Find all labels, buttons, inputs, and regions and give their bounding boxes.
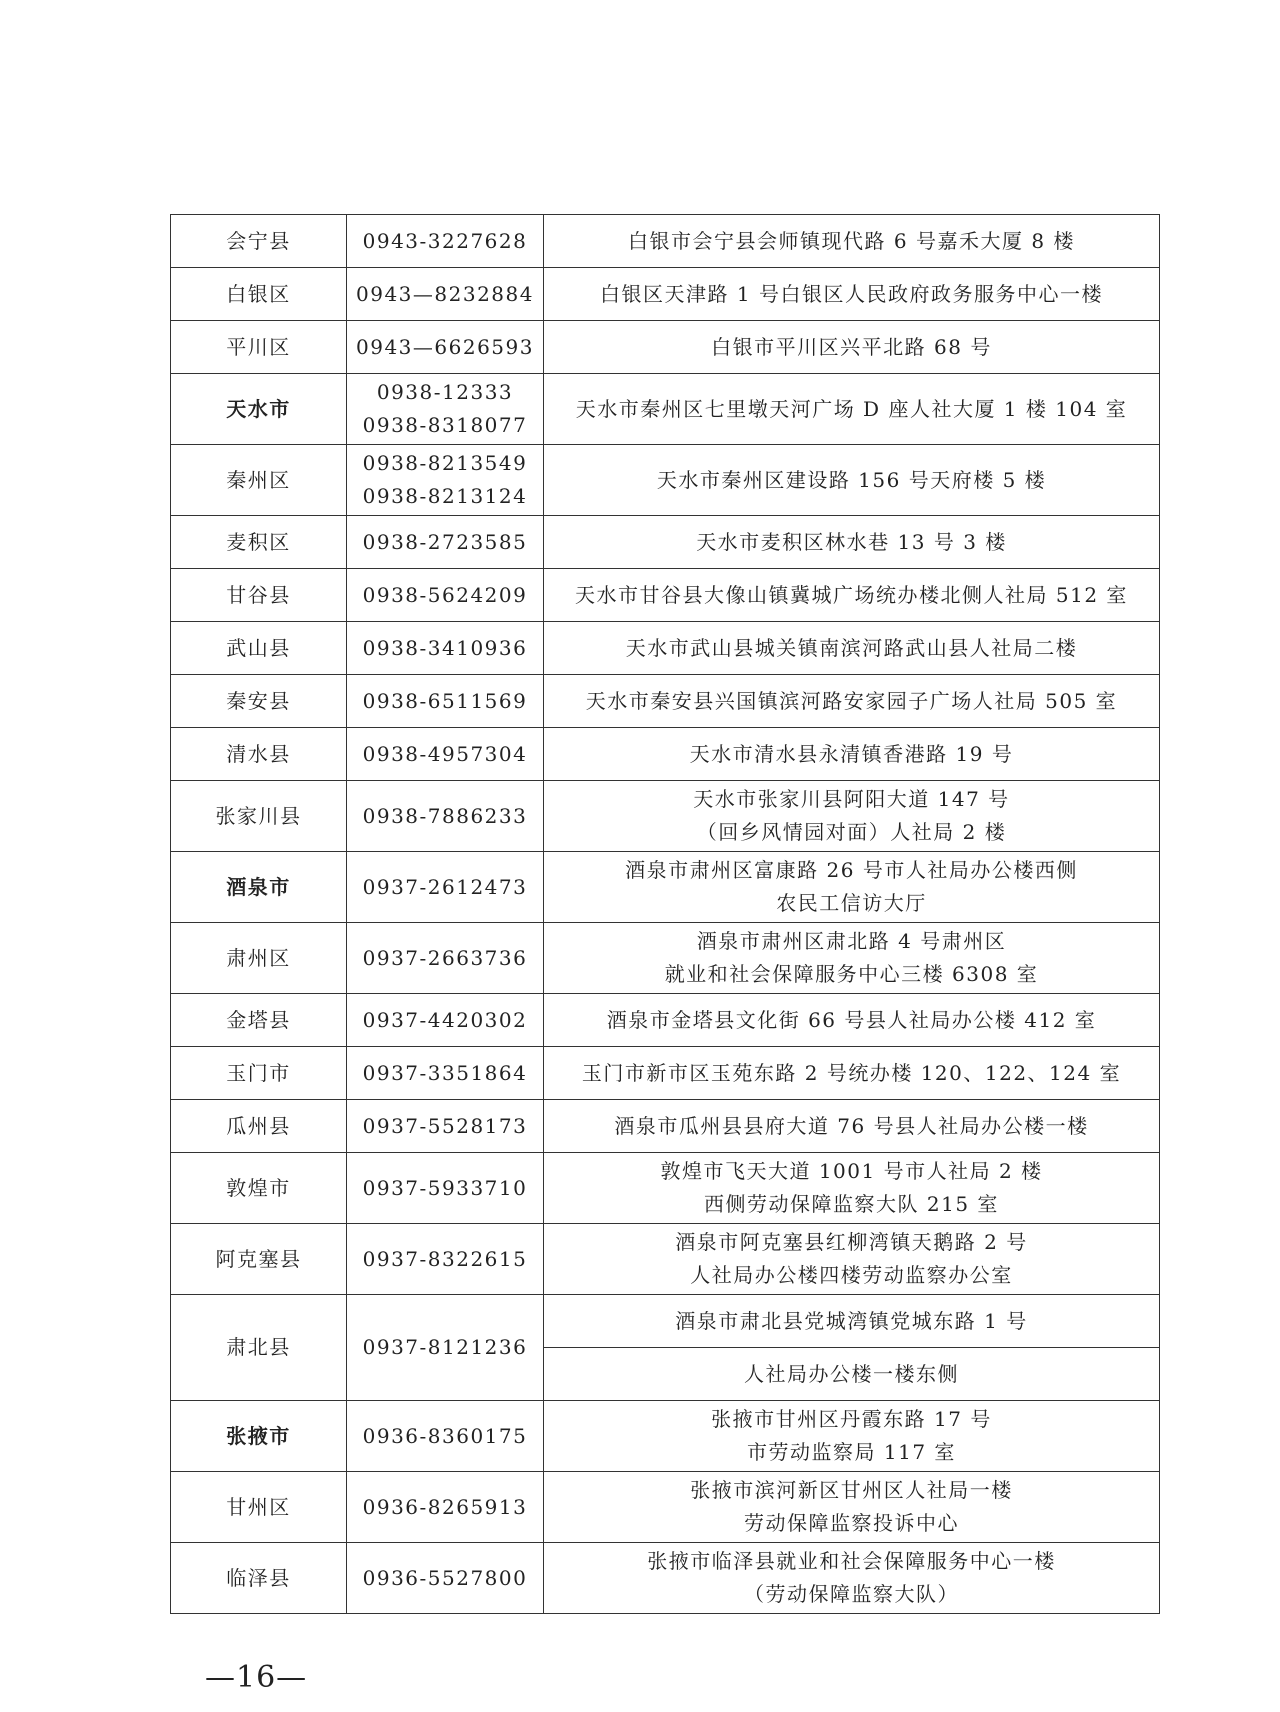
phone-number: 0937-2612473 bbox=[362, 874, 528, 899]
address-line: 白银市平川区兴平北路 68 号 bbox=[711, 334, 992, 359]
table-row bbox=[171, 1224, 1160, 1295]
address-cell bbox=[544, 1224, 1160, 1295]
phone-number: 0938-6511569 bbox=[362, 688, 528, 713]
address-line: 天水市秦州区七里墩天河广场 D 座人社大厦 1 楼 104 室 bbox=[575, 396, 1128, 421]
phone-cell bbox=[347, 781, 544, 852]
address-line: 张掖市临泽县就业和社会保障服务中心一楼 bbox=[647, 1549, 1056, 1573]
address-line: 天水市秦安县兴国镇滨河路安家园子广场人社局 505 室 bbox=[585, 688, 1118, 713]
address-cell bbox=[544, 1472, 1160, 1543]
address-cell bbox=[544, 994, 1160, 1047]
phone-cell bbox=[347, 268, 544, 321]
phone-number: 0937-3351864 bbox=[362, 1060, 528, 1085]
table-row bbox=[171, 268, 1160, 321]
region-name-cell: 秦州区 bbox=[171, 445, 347, 516]
address-cell bbox=[544, 569, 1160, 622]
phone-cell bbox=[347, 445, 544, 516]
phone-cell bbox=[347, 852, 544, 923]
phone-cell bbox=[347, 1153, 544, 1224]
region-name-cell: 肃北县 bbox=[171, 1295, 347, 1401]
address-cell bbox=[544, 728, 1160, 781]
phone-number: 0938-3410936 bbox=[362, 635, 528, 660]
phone-number: 0938-8318077 bbox=[362, 413, 528, 437]
table-row bbox=[171, 215, 1160, 268]
contact-table-body bbox=[171, 215, 1160, 1614]
phone-number: 0943—8232884 bbox=[356, 281, 534, 306]
region-name-cell: 清水县 bbox=[171, 728, 347, 781]
address-cell bbox=[544, 1100, 1160, 1153]
phone-cell bbox=[347, 1100, 544, 1153]
phone-number: 0938-12333 bbox=[376, 380, 514, 404]
region-name-cell: 敦煌市 bbox=[171, 1153, 347, 1224]
phone-number: 0937-4420302 bbox=[362, 1007, 528, 1032]
address-line: 天水市张家川县阿阳大道 147 号 bbox=[693, 787, 1010, 811]
address-line: 酒泉市肃州区富康路 26 号市人社局办公楼西侧 bbox=[625, 858, 1078, 882]
address-line: 天水市甘谷县大像山镇冀城广场统办楼北侧人社局 512 室 bbox=[575, 582, 1128, 607]
phone-cell bbox=[347, 1472, 544, 1543]
region-name-cell: 麦积区 bbox=[171, 516, 347, 569]
region-name-cell: 甘谷县 bbox=[171, 569, 347, 622]
address-cell bbox=[544, 374, 1160, 445]
address-line: 天水市武山县城关镇南滨河路武山县人社局二楼 bbox=[625, 635, 1078, 660]
address-line: 天水市清水县永清镇香港路 19 号 bbox=[689, 741, 1014, 766]
phone-cell bbox=[347, 215, 544, 268]
address-line: 酒泉市瓜州县县府大道 76 号县人社局办公楼一楼 bbox=[614, 1113, 1089, 1138]
phone-number: 0937-5528173 bbox=[362, 1113, 528, 1138]
address-cell: 酒泉市肃北县党城湾镇党城东路 1 号 bbox=[544, 1295, 1160, 1348]
address-line: 西侧劳动保障监察大队 215 室 bbox=[704, 1192, 999, 1216]
table-row bbox=[171, 994, 1160, 1047]
address-cell bbox=[544, 268, 1160, 321]
phone-number: 0938-8213549 bbox=[362, 451, 528, 475]
address-cell bbox=[544, 516, 1160, 569]
address-line: 白银区天津路 1 号白银区人民政府政务服务中心一楼 bbox=[600, 281, 1103, 306]
region-name-cell: 武山县 bbox=[171, 622, 347, 675]
table-row bbox=[171, 445, 1160, 516]
table-row bbox=[171, 781, 1160, 852]
contact-table bbox=[170, 214, 1160, 1614]
region-name-cell: 白银区 bbox=[171, 268, 347, 321]
region-name-cell: 平川区 bbox=[171, 321, 347, 374]
address-line: 敦煌市飞天大道 1001 号市人社局 2 楼 bbox=[660, 1159, 1043, 1183]
phone-number: 0938-2723585 bbox=[362, 529, 528, 554]
address-cell bbox=[544, 215, 1160, 268]
phone-number: 0938-8213124 bbox=[362, 484, 528, 508]
region-name-cell: 临泽县 bbox=[171, 1543, 347, 1614]
address-cell bbox=[544, 675, 1160, 728]
address-line: 酒泉市肃州区肃北路 4 号肃州区 bbox=[696, 929, 1007, 953]
phone-cell bbox=[347, 994, 544, 1047]
phone-cell bbox=[347, 1295, 544, 1401]
address-line: 人社局办公楼四楼劳动监察办公室 bbox=[690, 1263, 1013, 1287]
table-row bbox=[171, 1401, 1160, 1472]
address-line: 玉门市新市区玉苑东路 2 号统办楼 120、122、124 室 bbox=[581, 1060, 1122, 1085]
phone-cell bbox=[347, 1401, 544, 1472]
table-row bbox=[171, 374, 1160, 445]
table-row bbox=[171, 516, 1160, 569]
region-name-cell: 玉门市 bbox=[171, 1047, 347, 1100]
address-cell: 人社局办公楼一楼东侧 bbox=[544, 1348, 1160, 1401]
region-name-cell: 张家川县 bbox=[171, 781, 347, 852]
phone-cell bbox=[347, 923, 544, 994]
phone-cell bbox=[347, 622, 544, 675]
table-row bbox=[171, 1543, 1160, 1614]
address-line: （劳动保障监察大队） bbox=[744, 1582, 959, 1606]
region-name-cell: 阿克塞县 bbox=[171, 1224, 347, 1295]
phone-number: 0937-8121236 bbox=[362, 1335, 528, 1359]
phone-number: 0937-5933710 bbox=[362, 1175, 528, 1200]
address-line: （回乡风情园对面）人社局 2 楼 bbox=[696, 820, 1007, 844]
phone-cell bbox=[347, 728, 544, 781]
phone-number: 0938-4957304 bbox=[362, 741, 528, 766]
address-line: 市劳动监察局 117 室 bbox=[747, 1440, 956, 1464]
phone-number: 0936-8265913 bbox=[362, 1494, 528, 1519]
address-cell bbox=[544, 781, 1160, 852]
phone-cell bbox=[347, 1543, 544, 1614]
address-cell bbox=[544, 923, 1160, 994]
address-cell bbox=[544, 445, 1160, 516]
region-name-cell: 甘州区 bbox=[171, 1472, 347, 1543]
phone-number: 0938-5624209 bbox=[362, 582, 528, 607]
address-cell bbox=[544, 852, 1160, 923]
table-row bbox=[171, 923, 1160, 994]
region-name-cell: 张掖市 bbox=[171, 1401, 347, 1472]
region-name-cell: 会宁县 bbox=[171, 215, 347, 268]
table-row bbox=[171, 321, 1160, 374]
table-row bbox=[171, 675, 1160, 728]
region-name-cell: 酒泉市 bbox=[171, 852, 347, 923]
address-line: 农民工信访大厅 bbox=[776, 891, 927, 915]
address-line: 白银市会宁县会师镇现代路 6 号嘉禾大厦 8 楼 bbox=[628, 228, 1075, 253]
phone-number: 0936-8360175 bbox=[362, 1423, 528, 1448]
phone-cell bbox=[347, 569, 544, 622]
table-row bbox=[171, 1472, 1160, 1543]
address-line: 张掖市甘州区丹霞东路 17 号 bbox=[711, 1407, 992, 1431]
address-cell bbox=[544, 1543, 1160, 1614]
phone-cell bbox=[347, 1047, 544, 1100]
phone-number: 0943-3227628 bbox=[362, 228, 528, 253]
phone-cell bbox=[347, 1224, 544, 1295]
phone-number: 0936-5527800 bbox=[362, 1565, 528, 1590]
table-row bbox=[171, 1153, 1160, 1224]
table-row bbox=[171, 852, 1160, 923]
phone-number: 0943—6626593 bbox=[356, 334, 534, 359]
table-row bbox=[171, 1047, 1160, 1100]
address-line: 劳动保障监察投诉中心 bbox=[744, 1511, 959, 1535]
table-row bbox=[171, 728, 1160, 781]
phone-number: 0937-8322615 bbox=[362, 1246, 528, 1271]
table-row bbox=[171, 1295, 1160, 1348]
phone-number: 0937-2663736 bbox=[362, 945, 528, 970]
address-cell bbox=[544, 622, 1160, 675]
address-line: 天水市麦积区林水巷 13 号 3 楼 bbox=[696, 529, 1007, 554]
page-number: —16— bbox=[205, 1660, 308, 1695]
table-row bbox=[171, 1100, 1160, 1153]
phone-cell bbox=[347, 516, 544, 569]
address-cell bbox=[544, 1153, 1160, 1224]
phone-cell bbox=[347, 374, 544, 445]
address-cell bbox=[544, 1047, 1160, 1100]
address-cell bbox=[544, 321, 1160, 374]
address-line: 就业和社会保障服务中心三楼 6308 室 bbox=[664, 962, 1039, 986]
address-line: 酒泉市阿克塞县红柳湾镇天鹅路 2 号 bbox=[675, 1230, 1028, 1254]
address-line: 酒泉市金塔县文化街 66 号县人社局办公楼 412 室 bbox=[606, 1007, 1097, 1032]
region-name-cell: 肃州区 bbox=[171, 923, 347, 994]
address-cell bbox=[544, 1401, 1160, 1472]
region-name-cell: 瓜州县 bbox=[171, 1100, 347, 1153]
region-name-cell: 秦安县 bbox=[171, 675, 347, 728]
address-line: 天水市秦州区建设路 156 号天府楼 5 楼 bbox=[656, 467, 1047, 492]
phone-cell bbox=[347, 321, 544, 374]
region-name-cell: 金塔县 bbox=[171, 994, 347, 1047]
table-row bbox=[171, 622, 1160, 675]
phone-cell bbox=[347, 675, 544, 728]
region-name-cell: 天水市 bbox=[171, 374, 347, 445]
address-line: 张掖市滨河新区甘州区人社局一楼 bbox=[690, 1478, 1013, 1502]
table-row bbox=[171, 569, 1160, 622]
phone-number: 0938-7886233 bbox=[362, 803, 528, 828]
